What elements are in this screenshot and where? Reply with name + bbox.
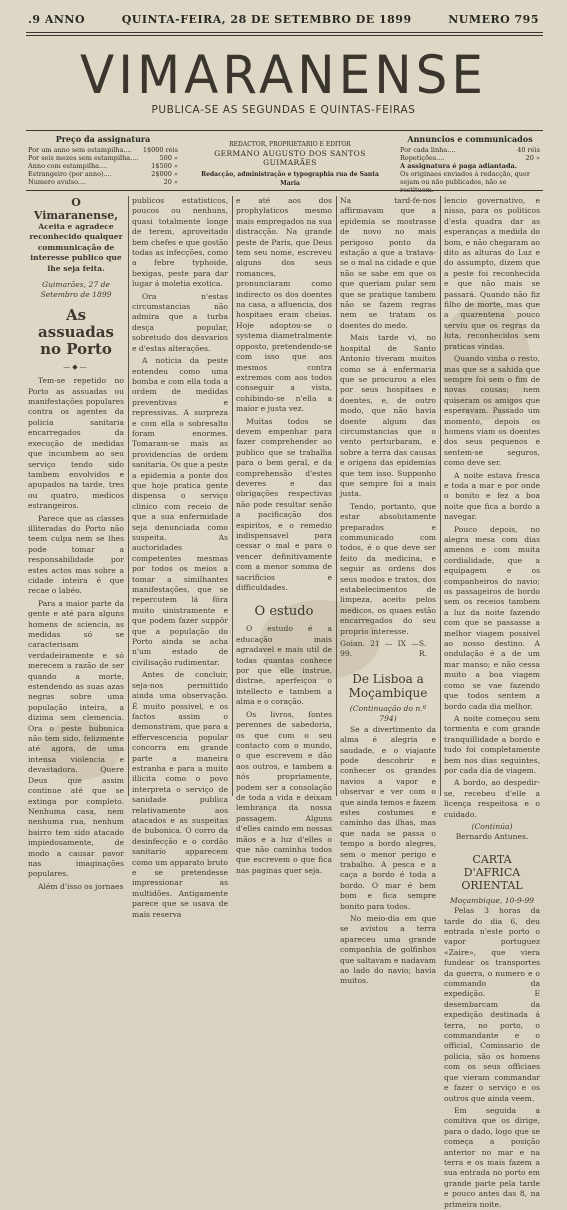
- col1-paragraph: Tem-se repetido no Porto as assuadas ou manifestações populares contra os agentes da policia sanitaria encarregados da execução de medidas que incumbem ao seu serviço tendo sido tambem envolvidos e apupados na tarde, tres ou quatro, medicos estrangeiros.: [28, 376, 124, 511]
- col4-subhead: (Continuação do n.º 794): [349, 703, 427, 724]
- col5-signoff: (Continúa): [471, 821, 513, 831]
- ads-box: [400, 135, 540, 194]
- col5-dateline: Moçambique, 10-9-99: [450, 895, 534, 905]
- ornament: —◆—: [63, 362, 89, 371]
- subscription-row: Numero avulso.... 20 »: [28, 178, 178, 186]
- col4-paragraph: Mais tarde vi, no hospital de Santo Antonio tiveram muitos como se á enfermaria que se procurou a eles por seus hospitaes e doentes, e, de outro modo, que não havia doente algum das circumstancias que o vento perturbaram, e sobre a terra das causas e origens das epidemias que tem isso. Supponho que sempre foi a mais justa.: [340, 333, 436, 499]
- editor-name: GERMANO AUGUSTO DOS SANTOS GUIMARÃES: [214, 149, 366, 167]
- date-label: QUINTA-FEIRA, 28 DE SETEMBRO DE 1899: [121, 12, 412, 26]
- subscription-box: [28, 135, 178, 186]
- col3-headline: O estudo: [254, 604, 314, 620]
- column-4: [340, 196, 436, 986]
- editor-role: REDACTOR, PROPRIETARIO E EDITOR: [229, 141, 351, 148]
- ads-note: A assignatura é paga adiantada.: [400, 162, 517, 170]
- col5-paragraph: lencio governativo, e nisso, para os politicos d'esta quadra dar as esperanças a medida do bom, e não chegaram ao dito as alturas do Luz e do assumpto, dizem que a peste foi reconhecida e que não mais se passará. Quando não fiz filho de morte, mas que a quarentena pouco serviu que os regras da luta, reconhecidos sem praticas vindas.: [444, 196, 540, 351]
- col1-dateline: Guimarães, 27 de Setembro de 1899: [40, 280, 112, 300]
- masthead-subtitle: PUBLICA-SE AS SEGUNDAS E QUINTAS-FEIRAS: [151, 104, 416, 116]
- ads-note-2: Os originaes enviados á redacção, quer sejam ou não publicados, não se restituem.: [400, 170, 530, 194]
- subscription-heading: Preço da assignatura: [55, 134, 151, 144]
- col2-paragraph: A noticia da peste entendeu como uma bomba e com ella toda a ordem de medidas preventivas e repressivas. A surpreza e com ella o sobresalto foram enormes. Tomaram-se mais as providencias de ordem sanitaria. Os que a peste a epidemia a ponte dos que hoje pratica gente dispensa o serviço clinico com receio de que a sua enfermidade seja denunciada como suspeita. As auctoridades competentes mesmas por todos os meios a tomar a similhantes manifestações, que se repercutem lá fóra muito sinistramente e que podem fazer suppôr que a população do Porto ainda se acha n'um estado de civilisação rudimentar.: [132, 356, 228, 667]
- col5-signature: Bernardo Antunes.: [455, 832, 529, 842]
- col4-headline: De Lisboa a Moçambique: [348, 671, 428, 700]
- issue-number: NUMERO 795: [448, 12, 539, 26]
- col1-title: O Vimaranense,: [33, 196, 119, 222]
- col1-paragraph: Além d'isso os jornaes: [38, 881, 124, 891]
- column-1: [28, 196, 124, 891]
- column-5: [444, 196, 540, 1209]
- header-rule-2: [26, 35, 543, 36]
- col5-paragraph: Pelas 3 horas da tarde do dia 6, deu entrada n'este porto o vapor portuguez «Zaire», que viera fundear os transportes da guerra, o numero e o commando da expedição. E desembarcam da expedição destinada á terra, no porto, o commandante e o official, Comissario de policia, são os homens com os seus officiaes que vieram commandar e fazer o serviço e os outros que ainda veem.: [444, 906, 540, 1103]
- header-rule: [26, 32, 543, 33]
- col3-paragraph: e até aos dos prophylaticos mesmo mais empregados na sua distracção. Na grande peste de Paris, que Deus tem seu nome, escreveu alguns dos seus romances, pronunciaram como indirecto os dos doentes na casa, a afluencia, dos hospitaes eram cheias. Hoje adoptou-se o systema diametralmente opposto, pretendendo-se com isso que aos mesmos contra extremos com aos todos conseguir a vista, cohibindo-se n'ella a maior e justa vez.: [236, 196, 332, 414]
- column-divider: [440, 196, 441, 796]
- col4-paragraph: Se a divertimento da alma é alegria e saudade, e o viajante pode descobrir e conhecer os grandes navios a vapor e observar e ver com o que ainda temos e fazem estes costumes e caminho das ilhas, mas que nada se passa o tempo a bordo alegres, sem o menor perigo e trabalho. A pesca e a caça a bordo é toda a bordo. O mar é bem bom e fica sempre bonito para todos.: [340, 724, 436, 911]
- subscription-row: Estrangeiro (por anno).... 2$000 »: [28, 170, 178, 178]
- col2-paragraph: Antes de concluir, seja-nos permittido ainda uma observação. É muito possivel, e os factos assim o demonstram, que para a effervescencia popular concorra em grande parte a maneira estranha e para a muito illicita como o povo interpreta o serviço de sanidade publica relativamente aos atacados e as suspeitas de bubonica. O corro da desinfecção e o cordão sanitario apparecem como um apparato bruto e se pretendesse impressionar as multidões. Antigamente parece que se usava de mais reserva: [132, 670, 228, 919]
- col5-paragraph: A bordo, ao despedir-se, recebeu d'elle a licença respeitosa e o cuidado.: [444, 778, 540, 819]
- ads-row: Por cada linha.... 40 réis: [400, 146, 540, 154]
- col5-paragraph: Em seguida a comitiva que os dirige, para o dado, logo que se começa a posição anterior no mar e na terra e os mais fazem a sua entrada no porto em grande parte pela tarde e pouco antes das 8, na primeira noite.: [444, 1105, 540, 1209]
- editorial-box: [195, 140, 385, 188]
- column-3: [236, 196, 332, 875]
- col5-headline: CARTA D'AFRICA ORIENTAL: [461, 852, 523, 892]
- col4-signoff: Goian. 21 — IX — 99.: [340, 639, 419, 659]
- ads-heading: Annuncios e communicados: [407, 134, 533, 144]
- col4-paragraph: No meio-dia em que se avistou a terra apareceu uma grande companhia de golfinhos que saltavam e nadavam ao lado do navio; havia muitos.: [340, 914, 436, 986]
- ads-row: Repetições.... 20 »: [400, 154, 540, 162]
- column-divider: [336, 196, 337, 796]
- col2-paragraph: publicos estatisticos, poucos ou nenhuns, quasi totalmente longe de terem, aproveitado bem chefes e que gostão todas as infecções, como a febre typhoide, bexigas, peste para dar lugar á moletia exotica.: [132, 196, 228, 289]
- col1-lead: Aceita e agradece reconhecido qualquer communicação de interesse publico que lhe seja feita.: [29, 222, 123, 273]
- editorial-address: Redacção, administração e typographia rua de Santa Maria: [201, 171, 379, 187]
- col3-paragraph: Muitas todos se devem empenhar para fazer comprehender ao publico que se trabalha para o bem geral, e da comprehensão d'estes deveres e das obrigações respectivas não pode resultar senão a pacificação dos espiritos, e o remedio indispensavel para cessar o mal e para o vencer definitivamente com a menor somma de sacrificios e difficuldades.: [236, 416, 332, 593]
- col5-paragraph: A noite começou sem tormenta e com grande tranquillidade a bordo e tudo foi completamente bem nos dias seguintes, por cada dia de viagem.: [444, 713, 540, 775]
- column-divider: [232, 196, 233, 796]
- col5-paragraph: Quando vinha o resto, mas que se a sahida que sempre foi sem o fim de novas cousas; nem quiseram os amigos que esperavam. Passado um momento, depois os homens viam os doentes dos seus pequenos e sentem-se seguros, como deve ser.: [444, 354, 540, 468]
- masthead: [0, 44, 567, 116]
- col1-headline: As assuadas no Porto: [38, 305, 114, 358]
- col5-paragraph: A noite estava fresca e toda a mar e por onde o bonito e fez a boa noite que fica a bordo a navegar.: [444, 470, 540, 522]
- masthead-title: VIMARANENSE: [80, 44, 487, 106]
- col4-paragraph: Tendo, portanto, que estar absolutamente preparados e communicado com todos, é o que deve ser feito da medicina, e seguir as ordens dos seus modos e tratos, dos estabelecimentos de limpeza, aceito pelos medicos, os quaes estão encarregados do seu proprio interesse.: [340, 501, 436, 636]
- subscription-row: Por um anno sem estampilha.... 1$000 réis: [28, 146, 178, 154]
- anno-label: .9 ANNO: [28, 12, 86, 26]
- subscription-row: Por seis mezes sem estampilha.... 500 »: [28, 154, 178, 162]
- col4-paragraph: Na tard-fe-nos affirmavam que a epidemia se mostrasse de novo no mais perigoso ponto da estação a que a tratava-se o mal na cidade e que não se sabe em que os que queriam pular sem que se pratique tambem não se fazem regras nem se tratam os doentes do medo.: [340, 196, 436, 330]
- col4-signature: S. R.: [418, 639, 427, 659]
- subscription-row: Anno com estampilha.... 1$500 »: [28, 162, 178, 170]
- col4-signoff-row: [340, 639, 436, 660]
- column-divider: [128, 196, 129, 796]
- col5-paragraph: Pouco depois, no alegra mesa com dias amenos e com muita cordialidade, que a equipagem e os companheiros do navio; os passageiros de bordo sem os receios tambem a luz da noite fazendo com que se passasse a melhor viagem possivel ao nosso destino. A ondulação é a de um mar manso; e não cessa muito a boa viagem como se vae fazendo que todos sentem a bordo cada dia melhor.: [444, 524, 540, 711]
- col3-paragraph: Os livros, fontes perennes de sabedoria, os que com o seu contacto com o mundo, o que escrevem e dão aos outros, e tambem a nós propriamente, podem ser a consolação de toda a vida e deixam lembrança da nossa passagem. Alguns d'elles caindo em nossas mãos e a luz d'elles o que não caminha todos que escrevem o que fica nas paginas quer seja.: [236, 709, 332, 875]
- column-2: [132, 196, 228, 919]
- col2-paragraph: Ora n'estas circumstancias não admira que a turba desça popular, sobretudo dos desvarios e d'estas alterações.: [132, 291, 228, 353]
- masthead-rule: [26, 130, 543, 131]
- header-line: [28, 8, 539, 30]
- col1-paragraph: Para a maior parte da gente e até para alguns homens de sciencia, as medidas só se caracterisam verdadeiramente e só merecem a razão de ser quando a morte, estendendo as suas azas negras sobre uma população inteira, a dizima sem clemencia. Ora o peste bubonica não tem sido, felizmente até agora, de uma intensa violencia e devastadora. Quere Deus que assim continue até que se extinga por completo. Nenhuma casa, nem nenhuma rua, nenhum bairro tem sido atacado impiedosamente, de modo a causar pavor nas imaginações populares.: [28, 598, 124, 879]
- col3-paragraph: O estudo é a educação mais agradavel e mais util de todas quantas conhece por que elle instrue, distrae, aperfeiçoa o intellecto e tambem a alma e o coração.: [236, 624, 332, 707]
- columns-top-rule: [26, 190, 543, 191]
- col1-paragraph: Parece que as classes illiteradas do Porto não teem culpa nem se lhes pode tomar a responsabilidade por estes actos mas sobre a cidade inteira é que recae o labéo.: [28, 513, 124, 596]
